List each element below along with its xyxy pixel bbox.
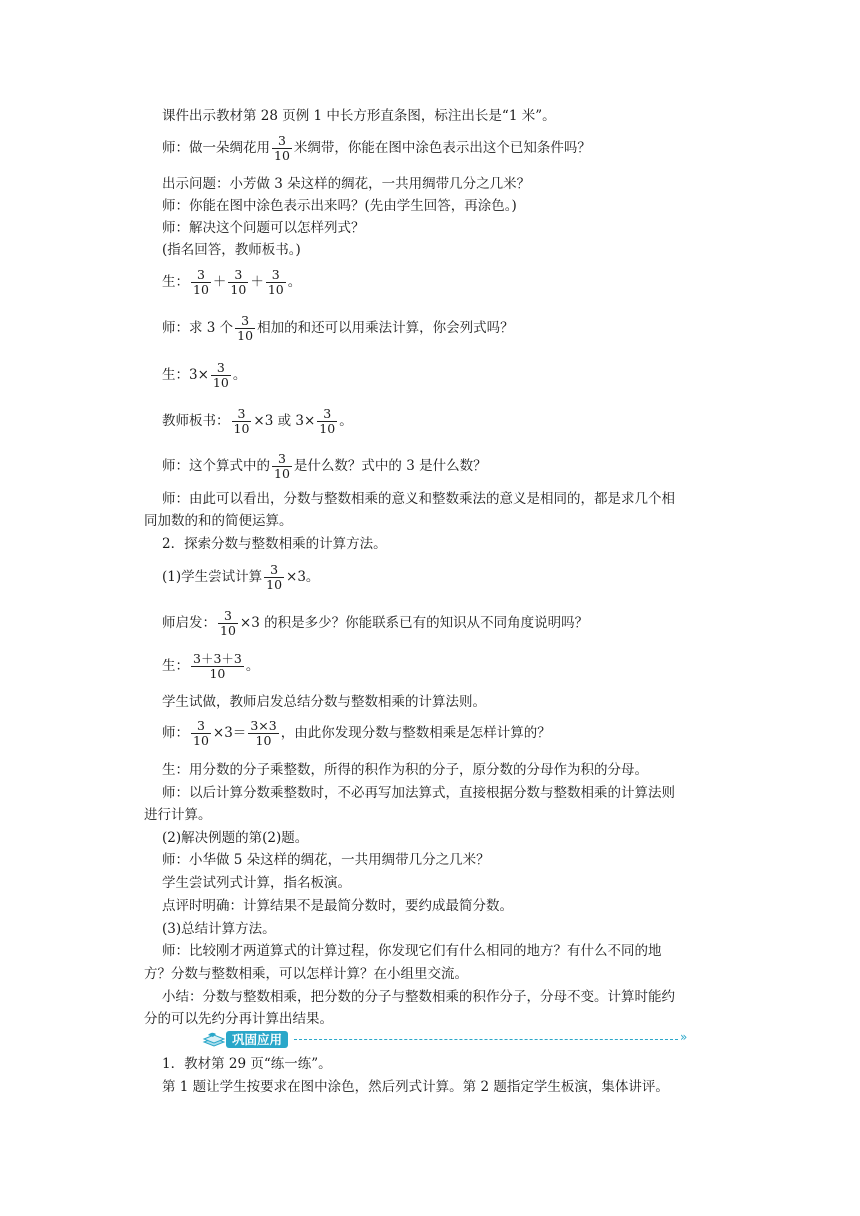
student-answer-sum: 生： $\frac{3}{10}$ ＋ $\frac{3}{10}$ ＋ $\frac{3}{10}$ 。: [162, 267, 302, 297]
books-icon: [202, 1029, 226, 1049]
text-line: 同加数的和的简便运算。: [144, 513, 293, 529]
banner-dashed-rule: [294, 1039, 678, 1040]
banner-label: 巩固应用: [226, 1031, 288, 1048]
fraction-3-10: $\frac{3}{10}$: [274, 451, 290, 481]
fraction-3-10: $\frac{3}{10}$: [193, 267, 209, 297]
fraction-3-10: $\frac{3}{10}$: [237, 313, 254, 343]
text-line-with-fraction: 师：这个算式中的 $\frac{3}{10}$ 是什么数？式中的 3 是什么数？: [162, 451, 487, 481]
fraction-3-10: $\frac{3}{10}$: [233, 406, 250, 436]
fraction-3-10: $\frac{3}{10}$: [266, 562, 283, 592]
fraction-3-10: $\frac{3}{10}$: [230, 267, 247, 297]
fraction-3-10: $\frac{3}{10}$: [220, 608, 236, 638]
double-chevron-icon: »: [680, 1030, 688, 1044]
text-line-with-fraction: (1)学生尝试计算 $\frac{3}{10}$ ×3。: [162, 562, 320, 592]
fraction-sum-over-10: $\frac{3+3+3}{10}$: [193, 651, 242, 681]
student-answer-product: 生：3× $\frac{3}{10}$ 。: [162, 360, 247, 390]
fraction-product-over-10: $\frac{3\times 3}{10}$: [250, 718, 277, 748]
fraction-3-10: $\frac{3}{10}$: [212, 360, 229, 390]
text-line: 方？分数与整数相乘，可以怎样计算？在小组里交流。: [144, 966, 468, 982]
text-line: 小结：分数与整数相乘，把分数的分子与整数相乘的积作分子，分母不变。计算时能约: [162, 989, 675, 1005]
text-line: (3)总结计算方法。: [162, 921, 276, 937]
text-line: 点评时明确：计算结果不是最简分数时，要约成最简分数。: [162, 898, 513, 914]
fraction-3-10: $\frac{3}{10}$: [193, 718, 209, 748]
text-line-with-fraction: 师： $\frac{3}{10}$ ×3＝ $\frac{3\times 3}{10}$ ，由此你发现分数与整数相乘是怎样计算的？: [162, 718, 551, 748]
fraction-3-10: $\frac{3}{10}$: [319, 406, 336, 436]
text-line: 师：由此可以看出，分数与整数相乘的意义和整数乘法的意义是相同的，都是求几个相: [162, 491, 675, 507]
text-line: 学生尝试列式计算，指名板演。: [162, 875, 351, 891]
text-line: 师：你能在图中涂色表示出来吗？(先由学生回答，再涂色。): [162, 198, 517, 214]
text-line-with-fraction: 师：求 3 个 $\frac{3}{10}$ 相加的和还可以用乘法计算，你会列式吗？: [162, 313, 514, 343]
text-line: 第 1 题让学生按要求在图中涂色，然后列式计算。第 2 题指定学生板演，集体讲评。: [162, 1079, 669, 1095]
text-line: (指名回答，教师板书。): [162, 242, 301, 258]
teacher-board-writing: 教师板书： $\frac{3}{10}$ ×3 或 3× $\frac{3}{10}$ 。: [162, 406, 353, 436]
text-segment: 米绸带，你能在图中涂色表示出这个已知条件吗？: [293, 140, 591, 156]
section-banner: [202, 1029, 702, 1049]
text-line-with-fraction: 师启发： $\frac{3}{10}$ ×3 的积是多少？你能联系已有的知识从不同角度说明吗？: [162, 608, 589, 638]
text-line: 学生试做，教师启发总结分数与整数相乘的计算法则。: [162, 694, 486, 710]
text-segment: 师：做一朵绸花用: [162, 140, 270, 156]
text-line-with-fraction: [162, 134, 591, 163]
text-line: 师：以后计算分数乘整数时，不必再写加法算式，直接根据分数与整数相乘的计算法则: [162, 785, 675, 801]
text-line: 师：小华做 5 朵这样的绸花，一共用绸带几分之几米？: [162, 852, 490, 868]
text-line: 师：解决这个问题可以怎样列式？: [162, 220, 365, 236]
fraction-3-10: $\frac{3}{10}$: [274, 133, 290, 163]
text-line: (2)解决例题的第(2)题。: [162, 830, 309, 846]
fraction-3-10: $\frac{3}{10}$: [267, 267, 284, 297]
text-line: 课件出示教材第 28 页例 1 中长方形直条图，标注出长是“1 米”。: [162, 108, 556, 124]
text-line: 进行计算。: [144, 807, 212, 823]
text-line: 出示问题：小芳做 3 朵这样的绸花，一共用绸带几分之几米？: [162, 176, 531, 192]
text-line: 1．教材第 29 页“练一练”。: [162, 1056, 332, 1072]
section-heading: 2．探索分数与整数相乘的计算方法。: [162, 536, 387, 552]
text-line: 分的可以先约分再计算出结果。: [144, 1011, 333, 1027]
student-answer-sum-fraction: 生： $\frac{3+3+3}{10}$ 。: [162, 651, 260, 681]
text-line: 师：比较刚才两道算式的计算过程，你发现它们有什么相同的地方？有什么不同的地: [162, 943, 662, 959]
text-line: 生：用分数的分子乘整数，所得的积作为积的分子，原分数的分母作为积的分母。: [162, 762, 648, 778]
